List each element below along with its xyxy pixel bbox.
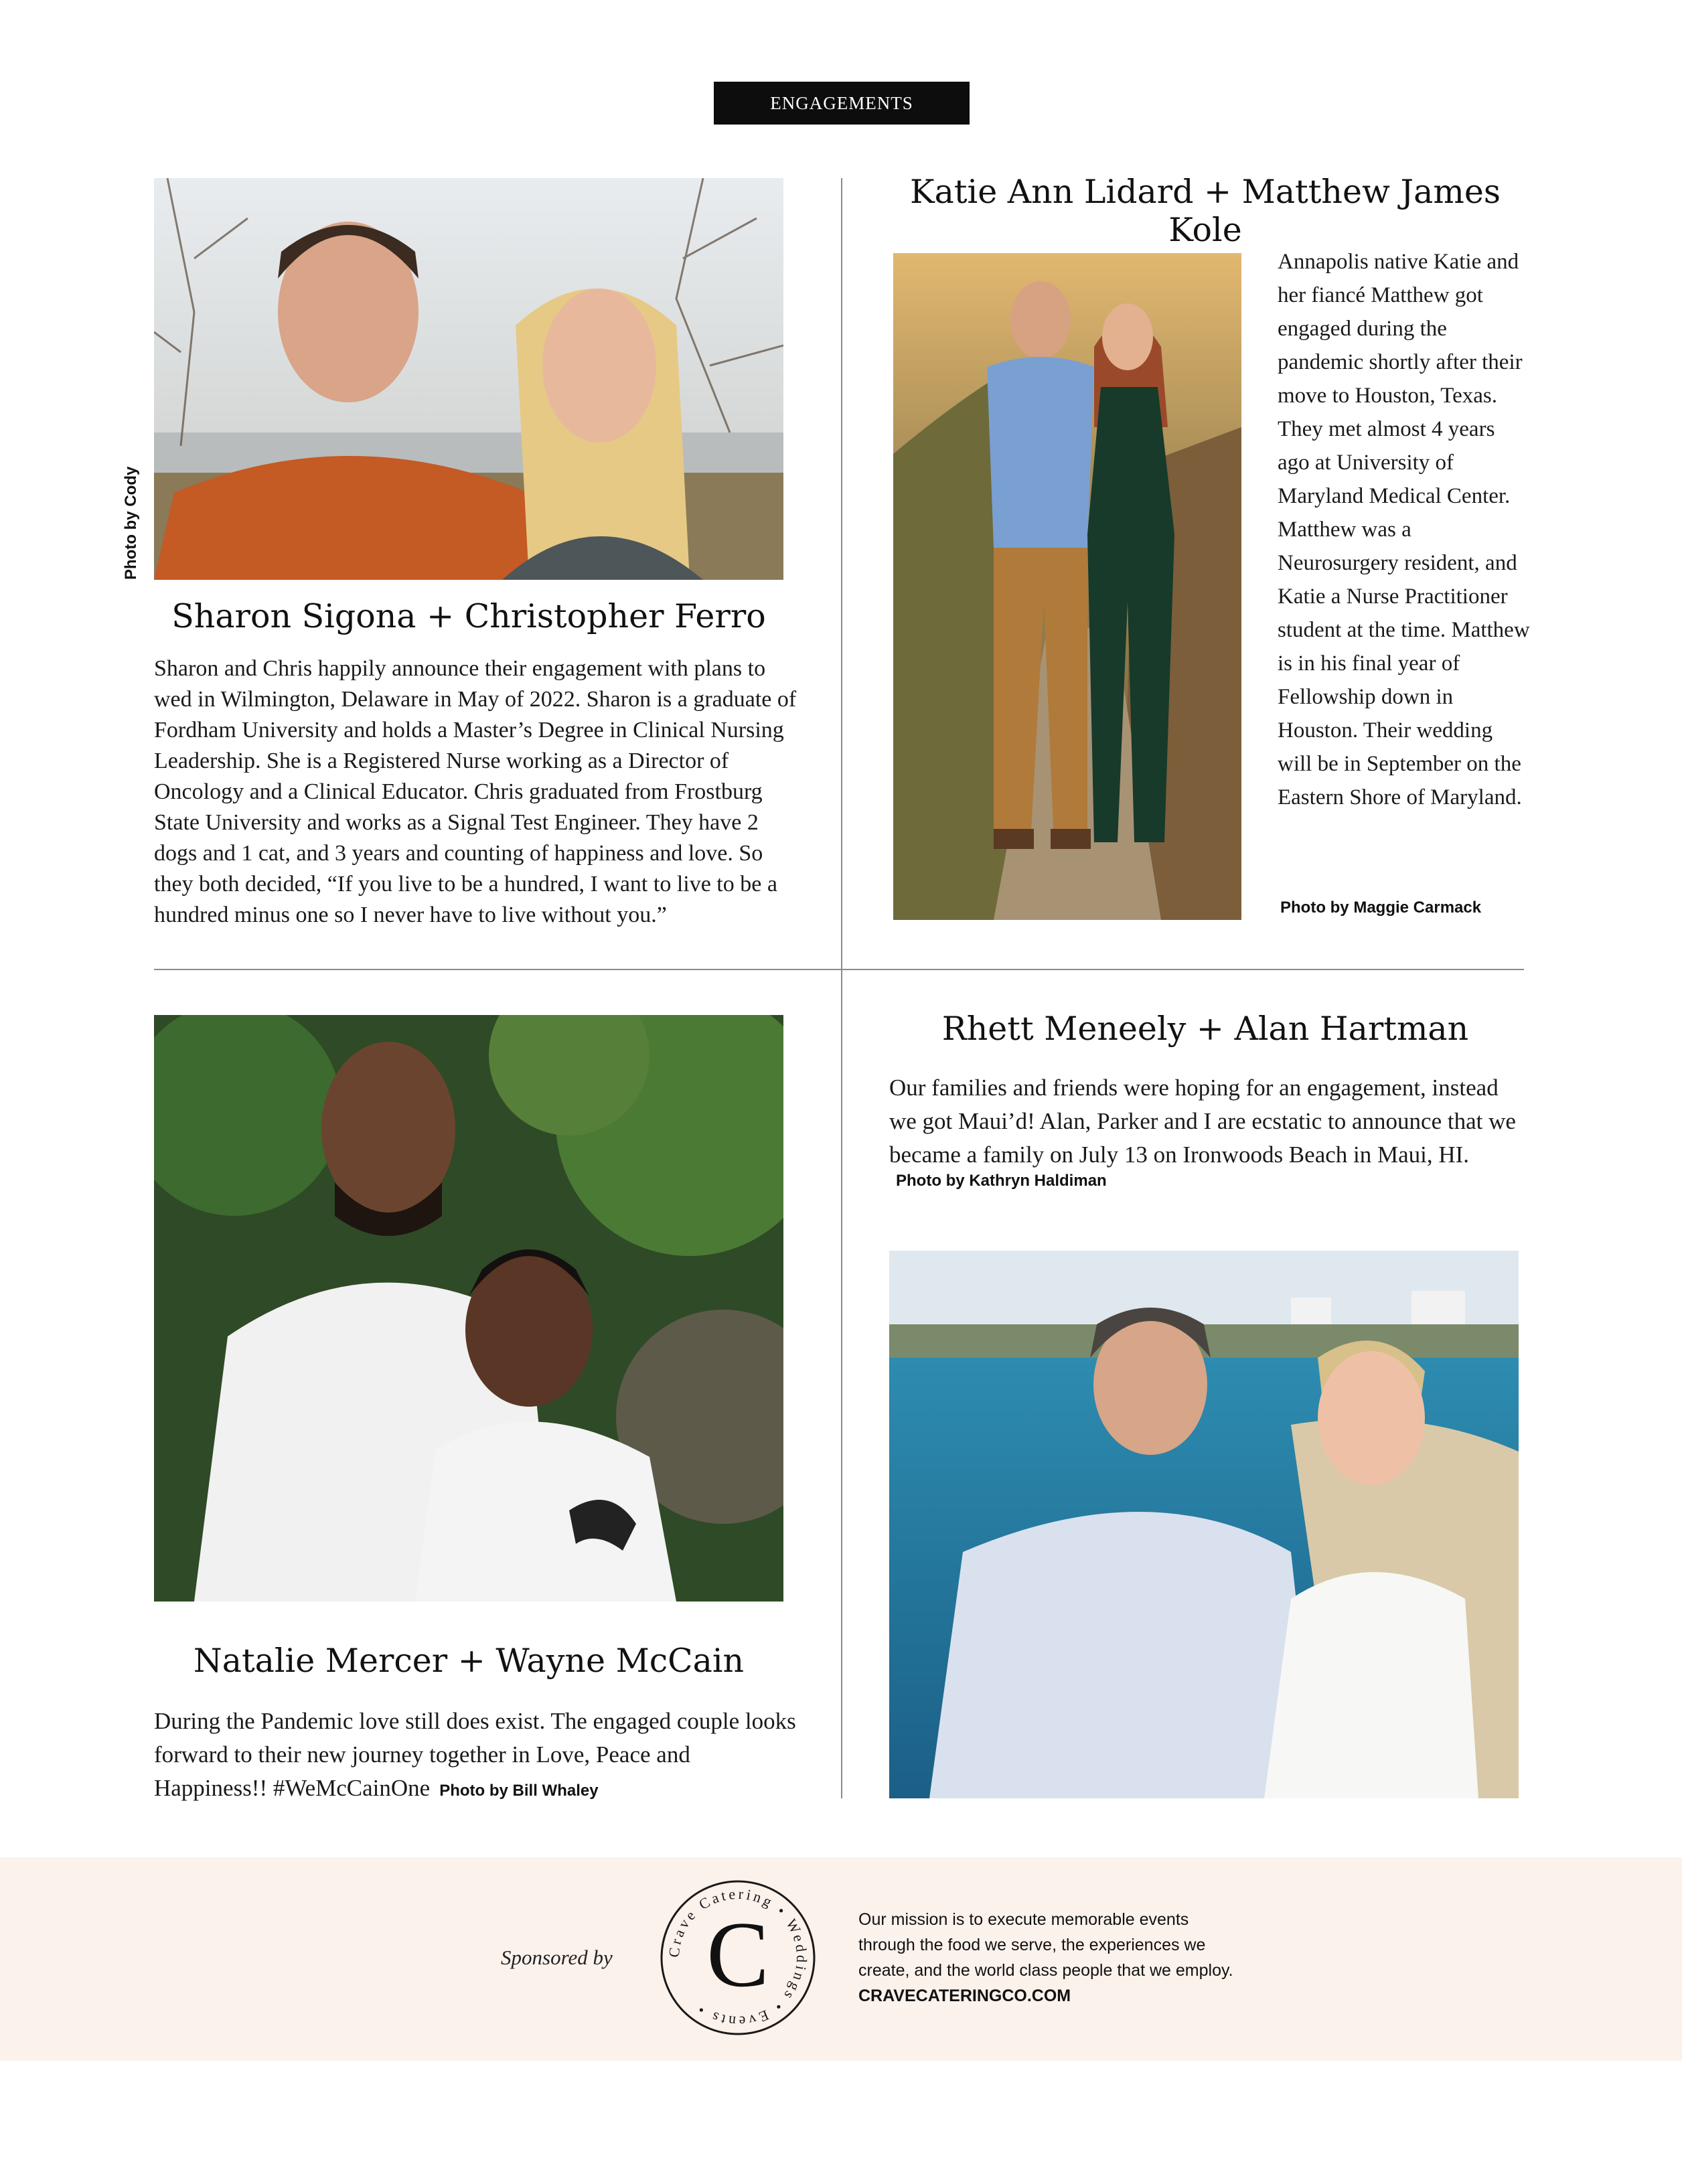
crave-catering-logo — [659, 1879, 817, 2037]
couple-name-mercer-mccain: Natalie Mercer + Wayne McCain — [193, 1642, 745, 1680]
couple-photo-sigona-ferro — [154, 178, 783, 580]
sponsored-by-label: Sponsored by — [501, 1946, 613, 1969]
mission-text: Our mission is to execute memorable events through the food we serve, the experiences we create, and the world class people that we employ. — [858, 1910, 1233, 1980]
couple-story-text: During the Pandemic love still does exist. The engaged couple looks forward to their new journey together in Love, Peace and Happiness!! #WeMcCainOne — [154, 1708, 796, 1801]
sponsor-mission — [858, 1907, 1233, 2009]
photo-credit-sigona-ferro: Photo by Cody — [122, 466, 140, 580]
photo-credit-meneely-hartman: Photo by Kathryn Haldiman — [896, 1172, 1107, 1190]
section-tag: ENGAGEMENTS — [714, 82, 970, 125]
couple-story-text: Our families and friends were hoping for an engagement, instead we got Maui’d! Alan, Parker and I are ecstatic to announce that we became a family on July 13 on Ironwoods Beach in Maui, HI. — [889, 1075, 1516, 1168]
column-divider — [841, 178, 842, 1798]
row-divider — [154, 969, 1524, 970]
couple-story-lidard-kole: Annapolis native Katie and her fiancé Matthew got engaged during the pandemic shortly after their move to Houston, Texas. They met almost 4 years ago at University of Maryland Medical Center. Matthew was a Neurosurgery resident, and Katie a Nurse Practitioner student at the time. Matthew is in his final year of Fellowship down in Houston. Their wedding will be in September on the Eastern Shore of Maryland. — [1278, 250, 1530, 809]
couple-story-sigona-ferro: Sharon and Chris happily announce their engagement with plans to wed in Wilmington, Delaware in May of 2022. Sharon is a graduate of Fordham University and holds a Master’s Degree in Clinical Nursing Leadership. She is a Registered Nurse working as a Director of Oncology and a Clinical Educator. Chris graduated from Frostburg State University and works as a Signal Test Engineer. They have 2 dogs and 1 cat, and 3 years and counting of happiness and love. So they both decided, “If you live to be a hundred, I want to live to be a hundred minus one so I never have to live without you.” — [154, 656, 797, 927]
couple-photo-mercer-mccain — [154, 1015, 783, 1602]
sponsor-band — [0, 1857, 1682, 2061]
couple-photo-meneely-hartman — [889, 1251, 1519, 1798]
couple-photo-lidard-kole — [893, 253, 1241, 920]
couple-story-meneely-hartman — [889, 1071, 1519, 1190]
couple-name-lidard-kole: Katie Ann Lidard + Matthew James Kole — [910, 173, 1501, 249]
couple-name-meneely-hartman: Rhett Meneely + Alan Hartman — [941, 1010, 1469, 1048]
couple-name-sigona-ferro: Sharon Sigona + Christopher Ferro — [171, 597, 766, 635]
couple-story-mercer-mccain — [154, 1705, 797, 1805]
sponsor-website-link[interactable]: CRAVECATERINGCO.COM — [858, 1986, 1071, 2005]
photo-credit-mercer-mccain: Photo by Bill Whaley — [439, 1782, 599, 1800]
logo-letter: C — [706, 1903, 769, 2007]
logo-ring-text: Crave Catering • Weddings • Events • — [665, 1885, 811, 2031]
photo-credit-lidard-kole: Photo by Maggie Carmack — [1280, 899, 1482, 917]
